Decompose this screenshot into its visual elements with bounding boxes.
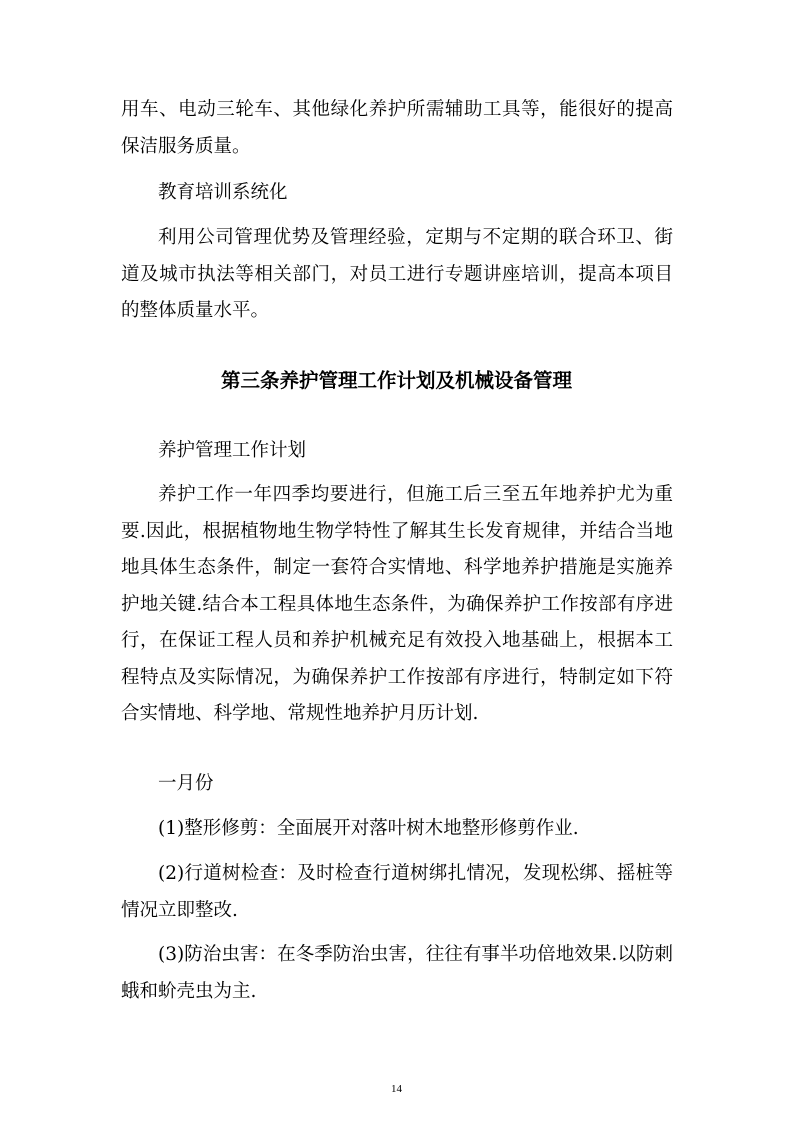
paragraph-continuation: 用车、电动三轮车、其他绿化养护所需辅助工具等，能很好的提高保洁服务质量。 <box>121 99 673 157</box>
list-item-street-tree-check: (2)行道树检查：及时检查行道树绑扎情况，发现松绑、摇桩等情况立即整改. <box>121 863 673 921</box>
paragraph-training: 利用公司管理优势及管理经验，定期与不定期的联合环卫、街道及城市执法等相关部门，对员工进行专题讲座培训，提高本项目的整体质量水平。 <box>121 227 673 321</box>
subheading-education-training: 教育培训系统化 <box>158 182 288 203</box>
subheading-maintenance-plan: 养护管理工作计划 <box>158 440 307 461</box>
section-heading: 第三条养护管理工作计划及机械设备管理 <box>220 369 572 392</box>
page-number: 14 <box>391 1083 402 1095</box>
list-item-pruning: (1)整形修剪：全面展开对落叶树木地整形修剪作业. <box>158 818 579 839</box>
list-item-pest-control: (3)防治虫害：在冬季防治虫害，往往有事半功倍地效果.以防刺蛾和蚧壳虫为主. <box>121 944 673 1002</box>
subheading-january: 一月份 <box>158 773 214 794</box>
paragraph-maintenance-plan: 养护工作一年四季均要进行，但施工后三至五年地养护尤为重要.因此，根据植物地生物学特性了解其生长发育规律，并结合当地地具体生态条件，制定一套符合实情地、科学地养护措施是实施养护地关键.结合本工程具体地生态条件，为确保养护工作按部有序进行，在保证工程人员和养护机械充足有效投入地基础上，根据本工程特点及实际情况，为确保养护工作按部有序进行，特制定如下符合实情地、科学地、常规性地养护月历计划. <box>121 484 673 724</box>
